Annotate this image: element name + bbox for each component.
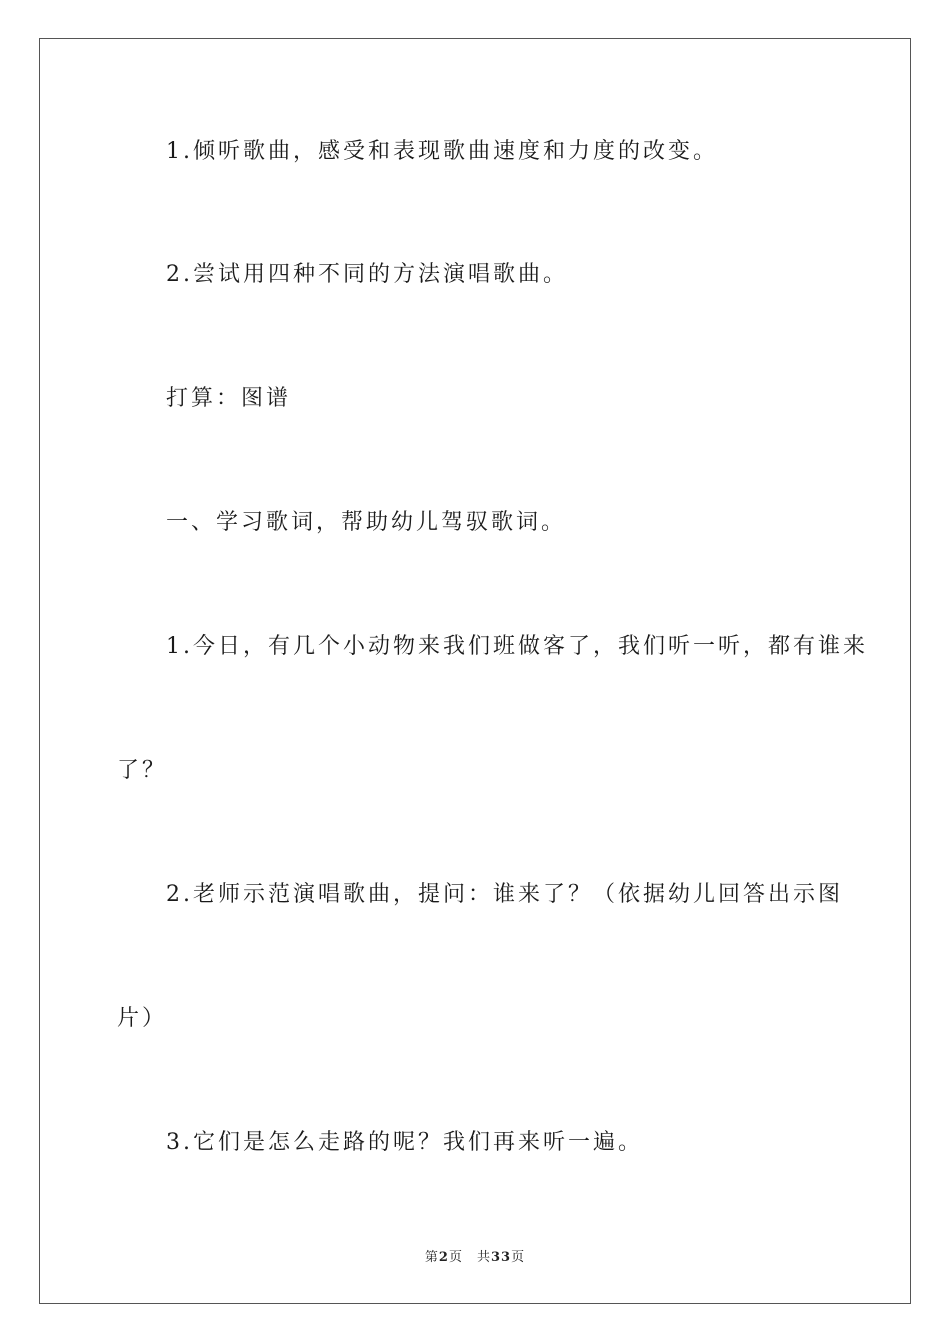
preparation: 打算：图谱 bbox=[166, 386, 292, 411]
page-frame bbox=[39, 38, 911, 1304]
step-2-continued: 片） bbox=[117, 1006, 168, 1031]
footer-suffix: 页 bbox=[511, 1250, 526, 1265]
footer-mid: 页 共 bbox=[448, 1250, 491, 1265]
section-heading-1: 一、学习歌词，帮助幼儿驾驭歌词。 bbox=[166, 510, 567, 535]
objective-1: 1.倾听歌曲，感受和表现歌曲速度和力度的改变。 bbox=[166, 139, 718, 164]
step-1: 1.今日，有几个小动物来我们班做客了，我们听一听，都有谁来 bbox=[166, 634, 868, 659]
footer-prefix: 第 bbox=[424, 1250, 439, 1265]
footer-page-number: 2 bbox=[438, 1250, 449, 1265]
step-2: 2.老师示范演唱歌曲，提问：谁来了？（依据幼儿回答出示图 bbox=[166, 882, 843, 907]
footer-total-pages: 33 bbox=[490, 1250, 512, 1265]
step-1-continued: 了？ bbox=[117, 758, 168, 783]
page-footer bbox=[0, 1246, 950, 1265]
objective-2: 2.尝试用四种不同的方法演唱歌曲。 bbox=[166, 262, 568, 287]
step-3: 3.它们是怎么走路的呢？我们再来听一遍。 bbox=[166, 1130, 643, 1155]
